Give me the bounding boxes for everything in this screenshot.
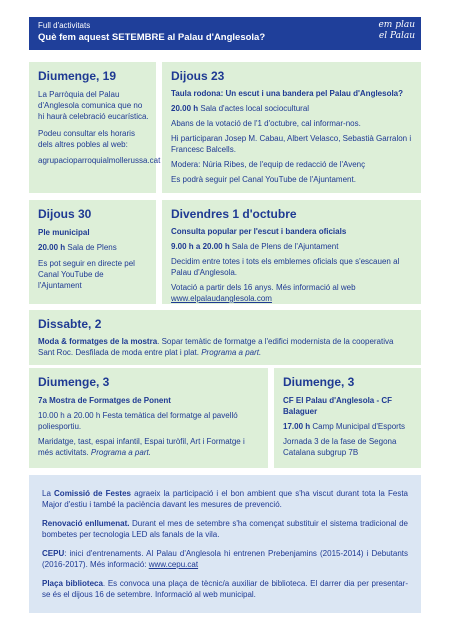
event-heading: Dijous 23 — [171, 69, 225, 83]
event-text: Jornada 3 de la fase de Segona Catalana subgrup 7B — [283, 437, 397, 457]
notice-text: : inici d'entrenaments. Al Palau d'Anglesola hi entrenen Prebenjamins (2015-2014) i Debutants (2016-2017). Més informació: — [42, 549, 408, 569]
event-divendres-1-octubre — [162, 200, 421, 304]
notice-text: . Es convoca una plaça de tècnic/a auxiliar de biblioteca. El darrer dia per presentar-se és el dijous 16 de setembre. Informació al web municipal. — [42, 579, 408, 599]
event-text — [38, 436, 260, 458]
event-text: Votació a partir dels 16 anys. Més informació al web — [171, 283, 356, 292]
notice-bold: Comissió de Festes — [54, 489, 131, 498]
notice-bold: Plaça biblioteca — [42, 579, 103, 588]
notice-bold: Renovació enllumenat. — [42, 519, 130, 528]
event-time: 20.00 h — [38, 243, 66, 252]
event-text: Es podrà seguir pel Canal YouTube de l'Ajuntament. — [171, 175, 356, 184]
event-place: Camp Municipal d'Esports — [310, 422, 406, 431]
event-web-link[interactable]: www.elpalaudanglesola.com — [171, 294, 272, 303]
event-italic-text: Programa a part. — [201, 348, 262, 357]
event-text: Es pot seguir en directe pel Canal YouTube de l'Ajuntament — [38, 259, 135, 290]
event-subtitle: Taula rodona: Un escut i una bandera pel Palau d'Anglesola? — [171, 89, 404, 98]
event-place: Sala de Plens de l'Ajuntament — [229, 242, 339, 251]
event-text: 10.00 h a 20.00 h Festa temàtica del formatge al pavelló poliesportiu. — [38, 411, 238, 431]
event-heading: Dissabte, 2 — [38, 317, 102, 331]
event-web[interactable]: agrupacioparroquialmollerussa.cat — [38, 156, 161, 165]
notice-cepu — [42, 548, 408, 570]
notice-biblioteca — [42, 578, 408, 600]
event-diumenge-3-mostra — [29, 368, 268, 468]
event-text: Podeu consultar els horaris dels altres pobles al web: — [38, 129, 135, 149]
notice-enllumenat — [42, 518, 408, 540]
notice-web-link[interactable]: www.cepu.cat — [148, 560, 199, 569]
event-text: La Parròquia del Palau d'Anglesola comunica que no hi haurà celebració eucarística. — [38, 90, 149, 121]
event-dijous-30 — [29, 200, 156, 304]
event-subtitle: Ple municipal — [38, 228, 90, 237]
logo-line-2: el Palau — [378, 31, 415, 41]
event-diumenge-3-futbol — [274, 368, 421, 468]
event-plain-text: . Sopar temàtic de formatge a l'edifici modernista de la cooperativa Sant Roc. Desfilada de moda entre plat i plat. — [38, 337, 394, 357]
event-plain-text: Maridatge, tast, espai infantil, Espai turòfil, Art i Formatge i més activitats. — [38, 437, 245, 457]
event-time-place — [283, 421, 415, 432]
event-place: Sala de Plens — [65, 243, 117, 252]
event-time-place — [171, 241, 413, 252]
event-subtitle: Consulta popular per l'escut i bandera oficials — [171, 227, 347, 236]
header-title: Què fem aquest SETEMBRE al Palau d'Anglesola? — [38, 32, 266, 43]
event-dijous-23 — [162, 62, 421, 193]
notice-bold: CEPU — [42, 549, 65, 558]
event-time-place — [38, 242, 149, 253]
event-diumenge-19 — [29, 62, 161, 193]
event-time: 20.00 h — [171, 104, 199, 113]
event-time: 17.00 h — [283, 422, 311, 431]
event-subtitle: CF El Palau d'Anglesola - CF Balaguer — [283, 396, 393, 416]
event-heading: Diumenge, 19 — [38, 69, 117, 83]
event-place: Sala d'actes local sociocultural — [198, 104, 310, 113]
header-kicker: Full d'activitats — [38, 21, 91, 30]
notice-text: agraeix la participació i el bon ambient que s'ha viscut durant tota la Festa Major d'estiu i també la paciència davant les mesures de prevenció. — [42, 489, 409, 509]
event-heading: Dijous 30 — [38, 207, 92, 221]
notice-comissio — [42, 488, 408, 510]
event-dissabte-2 — [29, 310, 421, 365]
notice-text: La — [42, 489, 55, 498]
event-bold-text: Moda & formatges de la mostra — [38, 337, 158, 346]
event-text: Hi participaran Josep M. Cabau, Albert Velasco, Sebastià Garralon i Francesc Balcells. — [171, 134, 412, 154]
event-heading: Diumenge, 3 — [38, 375, 110, 389]
event-text: Decidim entre totes i tots els emblemes oficials que s'escauen al Palau d'Anglesola. — [171, 257, 400, 277]
logo-line-1: em plau — [378, 20, 415, 30]
notice-text: Durant el mes de setembre s'ha començat substituir el sistema tradicional de bombetes per tecnologia LED als fanals de la vila. — [42, 519, 408, 539]
event-text: Abans de la votació de l'1 d'octubre, cal informar-nos. — [171, 119, 361, 128]
notices-panel — [29, 475, 421, 613]
event-heading: Diumenge, 3 — [283, 375, 355, 389]
logo — [371, 20, 415, 47]
event-italic-text: Programa a part. — [90, 448, 151, 457]
event-time-place — [171, 103, 413, 114]
event-subtitle: 7a Mostra de Formatges de Ponent — [38, 396, 171, 405]
event-heading: Divendres 1 d'octubre — [171, 207, 297, 221]
header-banner — [29, 17, 421, 50]
event-text — [38, 336, 412, 358]
event-text: Modera: Núria Ribes, de l'equip de redacció de l'Avenç — [171, 160, 366, 169]
event-time: 9.00 h a 20.00 h — [171, 242, 230, 251]
